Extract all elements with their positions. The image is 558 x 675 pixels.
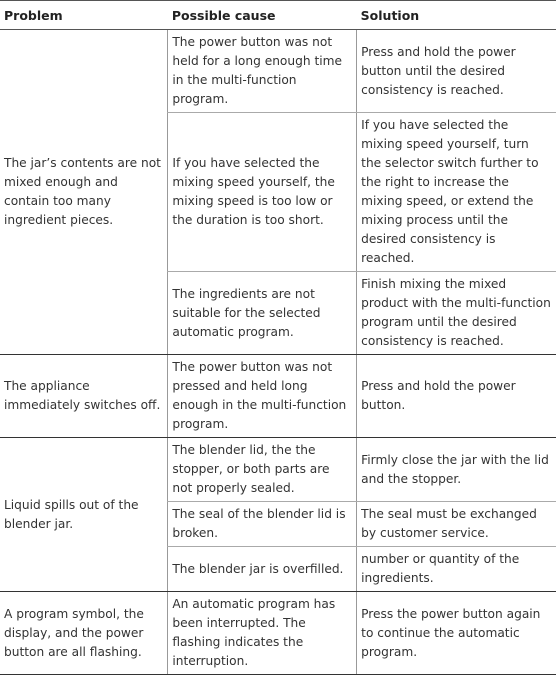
- problem-cell: Liquid spills out of the blender jar.: [0, 438, 168, 592]
- solution-cell: The seal must be exchanged by customer service.: [357, 502, 556, 547]
- solution-cell: Press and hold the power button until the desired consistency is reached.: [357, 30, 556, 113]
- cause-cell: The power button was not pressed and held long enough in the multi-function program.: [168, 355, 357, 438]
- table-header-row: [0, 1, 556, 30]
- solution-cell: If you have selected the mixing speed yourself, turn the selector switch further to the right to increase the mixing speed, or extend the mixing process until the desired consistency is reached.: [357, 113, 556, 272]
- cause-cell: The ingredients are not suitable for the selected automatic program.: [168, 272, 357, 355]
- table-row: [0, 30, 556, 113]
- cause-cell: If you have selected the mixing speed yourself, the mixing speed is too low or the duration is too short.: [168, 113, 357, 272]
- cause-cell: The power button was not held for a long enough time in the multi-function program.: [168, 30, 357, 113]
- header-cause: Possible cause: [168, 1, 357, 30]
- solution-cell: Finish mixing the mixed product with the multi-function program until the desired consistency is reached.: [357, 272, 556, 355]
- table-row: [0, 355, 556, 438]
- cause-cell: The seal of the blender lid is broken.: [168, 502, 357, 547]
- solution-cell: Firmly close the jar with the lid and the stopper.: [357, 438, 556, 502]
- cause-cell: An automatic program has been interrupted. The flashing indicates the interruption.: [168, 592, 357, 675]
- table-row: [0, 438, 556, 502]
- cause-cell: The blender lid, the the stopper, or both parts are not properly sealed.: [168, 438, 357, 502]
- problem-cell: A program symbol, the display, and the power button are all flashing.: [0, 592, 168, 675]
- solution-cell: Press and hold the power button.: [357, 355, 556, 438]
- problem-cell: The jar’s contents are not mixed enough and contain too many ingredient pieces.: [0, 30, 168, 355]
- cause-cell: The blender jar is overfilled.: [168, 547, 357, 592]
- header-solution: Solution: [357, 1, 556, 30]
- solution-cell: number or quantity of the ingredients.: [357, 547, 556, 592]
- problem-cell: The appliance immediately switches off.: [0, 355, 168, 438]
- header-problem: Problem: [0, 1, 168, 30]
- table-row: [0, 592, 556, 675]
- solution-cell: Press the power button again to continue the automatic program.: [357, 592, 556, 675]
